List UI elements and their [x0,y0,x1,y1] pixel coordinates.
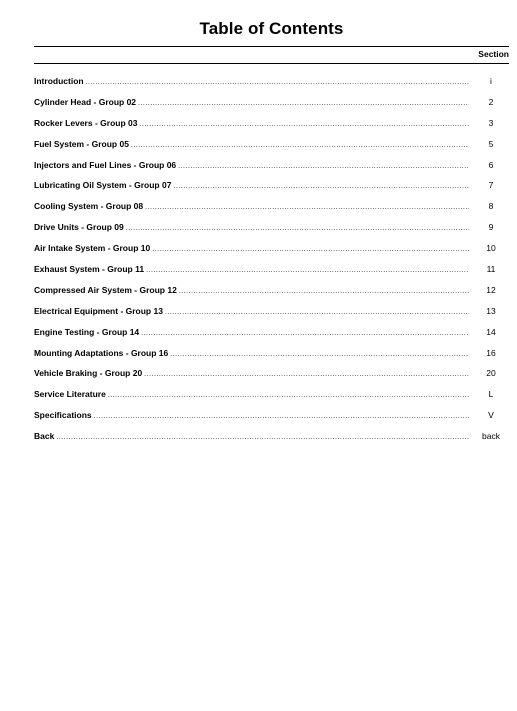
toc-entry-vehicle-braking[interactable] [34,368,509,389]
toc-entry-fuel-system[interactable] [34,139,509,160]
toc-entry-section: 14 [486,326,496,337]
toc-entry-section: V [488,410,494,421]
section-column-header: Section [478,49,509,59]
toc-entry-label: Vehicle Braking - Group 20 [34,368,143,379]
toc-entry-section: 2 [488,96,494,107]
toc-entry-back[interactable] [34,431,509,452]
dot-leader [126,225,469,232]
dot-leader [56,434,469,441]
header-divider [34,63,509,64]
toc-entry-section: 12 [486,284,496,295]
toc-entry-section: 8 [488,201,494,212]
toc-entry-cooling-system[interactable] [34,201,509,222]
dot-leader [108,392,469,399]
toc-entry-label: Exhaust System - Group 11 [34,264,145,275]
dot-leader [146,267,469,274]
toc-entry-section: 13 [486,305,496,316]
dot-leader [138,100,469,107]
toc-entry-label: Mounting Adaptations - Group 16 [34,347,169,358]
page-title: Table of Contents [199,19,344,38]
toc-entry-section: 20 [486,368,496,379]
toc-entry-label: Lubricating Oil System - Group 07 [34,180,172,191]
toc-entry-injectors-fuel-lines[interactable] [34,160,509,181]
toc-entry-section: 10 [486,243,496,254]
toc-entry-section: 3 [488,117,494,128]
toc-entry-mounting-adaptations[interactable] [34,348,509,369]
dot-leader [139,121,469,128]
toc-entry-engine-testing[interactable] [34,327,509,348]
title-divider [34,46,509,47]
toc-list [34,76,509,452]
dot-leader [170,351,469,358]
toc-entry-lubricating-oil-system[interactable] [34,180,509,201]
toc-entry-section: 6 [488,159,494,170]
toc-entry-label: Specifications [34,410,92,421]
toc-entry-electrical-equipment[interactable] [34,306,509,327]
toc-entry-introduction[interactable] [34,76,509,97]
toc-entry-section: 11 [486,264,496,275]
toc-entry-label: Cooling System - Group 08 [34,201,144,212]
toc-entry-label: Fuel System - Group 05 [34,138,129,149]
toc-entry-label: Compressed Air System - Group 12 [34,284,177,295]
dot-leader [145,204,469,211]
toc-entry-label: Engine Testing - Group 14 [34,326,140,337]
toc-entry-label: Electrical Equipment - Group 13 [34,305,163,316]
toc-entry-air-intake-system[interactable] [34,243,509,264]
toc-entry-service-literature[interactable] [34,389,509,410]
toc-entry-section: L [488,389,494,400]
toc-entry-cylinder-head[interactable] [34,97,509,118]
toc-entry-section: i [490,76,492,86]
dot-leader [94,413,469,420]
toc-entry-exhaust-system[interactable] [34,264,509,285]
dot-leader [141,330,469,337]
toc-entry-section: 7 [488,180,494,191]
toc-entry-label: Injectors and Fuel Lines - Group 06 [34,159,177,170]
toc-entry-label: Introduction [34,76,84,86]
toc-entry-specifications[interactable] [34,410,509,431]
toc-entry-label: Drive Units - Group 09 [34,222,124,233]
dot-leader [179,288,469,295]
toc-entry-label: Service Literature [34,389,106,400]
dot-leader [178,163,469,170]
toc-entry-label: Cylinder Head - Group 02 [34,96,137,107]
toc-entry-rocker-levers[interactable] [34,118,509,139]
dot-leader [144,371,469,378]
toc-entry-label: Back [34,431,55,442]
toc-entry-drive-units[interactable] [34,222,509,243]
toc-entry-section: 16 [486,347,496,358]
dot-leader [131,142,469,149]
toc-entry-compressed-air-system[interactable] [34,285,509,306]
dot-leader [173,183,469,190]
dot-leader [165,309,469,316]
toc-entry-label: Rocker Levers - Group 03 [34,117,138,128]
dot-leader [152,246,469,253]
toc-entry-section: 9 [488,222,494,233]
dot-leader [86,79,469,86]
toc-entry-section: back [482,431,500,442]
toc-entry-label: Air Intake System - Group 10 [34,243,151,254]
toc-entry-section: 5 [488,138,494,149]
